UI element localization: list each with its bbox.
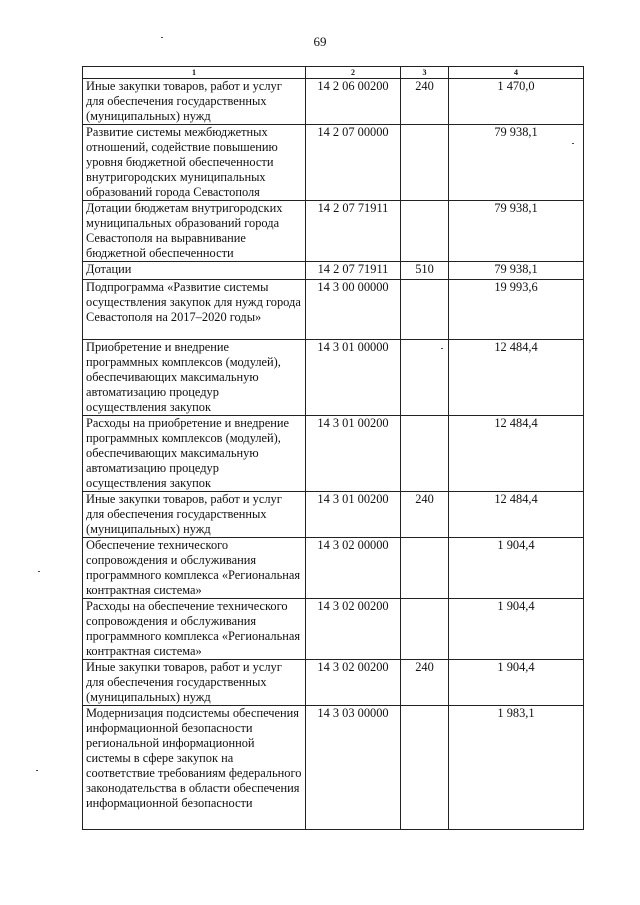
table-row bbox=[83, 706, 584, 830]
row-description: Расходы на обеспечение технического сопровождения и обслуживания программного комплекса «Региональная контрактная система» bbox=[83, 599, 306, 660]
table-header-row bbox=[83, 67, 584, 79]
table-row bbox=[83, 416, 584, 492]
row-expense-type: 510 bbox=[401, 262, 449, 280]
row-description: Расходы на приобретение и внедрение программных комплексов (модулей), обеспечивающих максимальную автоматизацию процедур осуществления закупок bbox=[83, 416, 306, 492]
row-amount: 1 470,0 bbox=[449, 79, 584, 125]
row-expense-type bbox=[401, 538, 449, 599]
row-amount: 79 938,1 bbox=[449, 262, 584, 280]
row-amount: 1 983,1 bbox=[449, 706, 584, 830]
row-amount: 79 938,1 bbox=[449, 201, 584, 262]
row-description: Иные закупки товаров, работ и услуг для обеспечения государственных (муниципальных) нужд bbox=[83, 79, 306, 125]
table-row bbox=[83, 280, 584, 340]
row-amount: 1 904,4 bbox=[449, 599, 584, 660]
row-expense-type bbox=[401, 280, 449, 340]
row-description: Дотации bbox=[83, 262, 306, 280]
row-amount: 12 484,4 bbox=[449, 340, 584, 416]
table-row bbox=[83, 660, 584, 706]
row-code: 14 3 01 00200 bbox=[306, 492, 401, 538]
table-body bbox=[83, 79, 584, 830]
row-expense-type bbox=[401, 201, 449, 262]
page-number: 69 bbox=[313, 34, 327, 49]
row-description: Развитие системы межбюджетных отношений, содействие повышению уровня бюджетной обеспеченности внутригородских муниципальных образований города Севастополя bbox=[83, 125, 306, 201]
table-row bbox=[83, 79, 584, 125]
row-code: 14 3 01 00000 bbox=[306, 340, 401, 416]
table-row bbox=[83, 599, 584, 660]
row-amount: 19 993,6 bbox=[449, 280, 584, 340]
scan-speck bbox=[441, 348, 443, 349]
row-code: 14 2 07 00000 bbox=[306, 125, 401, 201]
row-code: 14 2 07 71911 bbox=[306, 201, 401, 262]
table-row bbox=[83, 492, 584, 538]
row-amount: 12 484,4 bbox=[449, 492, 584, 538]
column-header: 1 bbox=[83, 67, 306, 79]
row-code: 14 3 02 00200 bbox=[306, 599, 401, 660]
row-expense-type bbox=[401, 125, 449, 201]
row-expense-type bbox=[401, 599, 449, 660]
scan-speck bbox=[161, 37, 163, 38]
row-code: 14 3 02 00200 bbox=[306, 660, 401, 706]
row-amount: 12 484,4 bbox=[449, 416, 584, 492]
column-header: 2 bbox=[306, 67, 401, 79]
table-row bbox=[83, 201, 584, 262]
row-description: Дотации бюджетам внутригородских муниципальных образований города Севастополя на выравнивание бюджетной обеспеченности bbox=[83, 201, 306, 262]
table-row bbox=[83, 538, 584, 599]
row-code: 14 2 07 71911 bbox=[306, 262, 401, 280]
row-description: Обеспечение технического сопровождения и обслуживания программного комплекса «Региональная контрактная система» bbox=[83, 538, 306, 599]
row-amount: 1 904,4 bbox=[449, 660, 584, 706]
scan-speck bbox=[38, 571, 40, 572]
budget-table bbox=[82, 66, 584, 830]
row-description: Иные закупки товаров, работ и услуг для обеспечения государственных (муниципальных) нужд bbox=[83, 660, 306, 706]
column-header: 4 bbox=[449, 67, 584, 79]
row-code: 14 3 00 00000 bbox=[306, 280, 401, 340]
row-expense-type bbox=[401, 340, 449, 416]
table-row bbox=[83, 262, 584, 280]
row-description: Приобретение и внедрение программных комплексов (модулей), обеспечивающих максимальную автоматизацию процедур осуществления закупок bbox=[83, 340, 306, 416]
table-row bbox=[83, 125, 584, 201]
row-amount: 1 904,4 bbox=[449, 538, 584, 599]
row-expense-type: 240 bbox=[401, 79, 449, 125]
row-expense-type bbox=[401, 416, 449, 492]
row-description: Иные закупки товаров, работ и услуг для обеспечения государственных (муниципальных) нужд bbox=[83, 492, 306, 538]
table-row bbox=[83, 340, 584, 416]
row-code: 14 3 02 00000 bbox=[306, 538, 401, 599]
scan-speck bbox=[36, 770, 38, 771]
row-expense-type bbox=[401, 706, 449, 830]
row-amount: 79 938,1 bbox=[449, 125, 584, 201]
row-expense-type: 240 bbox=[401, 492, 449, 538]
row-code: 14 3 01 00200 bbox=[306, 416, 401, 492]
row-expense-type: 240 bbox=[401, 660, 449, 706]
column-header: 3 bbox=[401, 67, 449, 79]
row-description: Модернизация подсистемы обеспечения информационной безопасности региональной информационной системы в сфере закупок на соответствие требованиям федерального законодательства в области обеспечения информационной безопасности bbox=[83, 706, 306, 830]
row-code: 14 2 06 00200 bbox=[306, 79, 401, 125]
row-description: Подпрограмма «Развитие системы осуществления закупок для нужд города Севастополя на 2017–2020 годы» bbox=[83, 280, 306, 340]
row-code: 14 3 03 00000 bbox=[306, 706, 401, 830]
scan-speck bbox=[572, 143, 574, 144]
